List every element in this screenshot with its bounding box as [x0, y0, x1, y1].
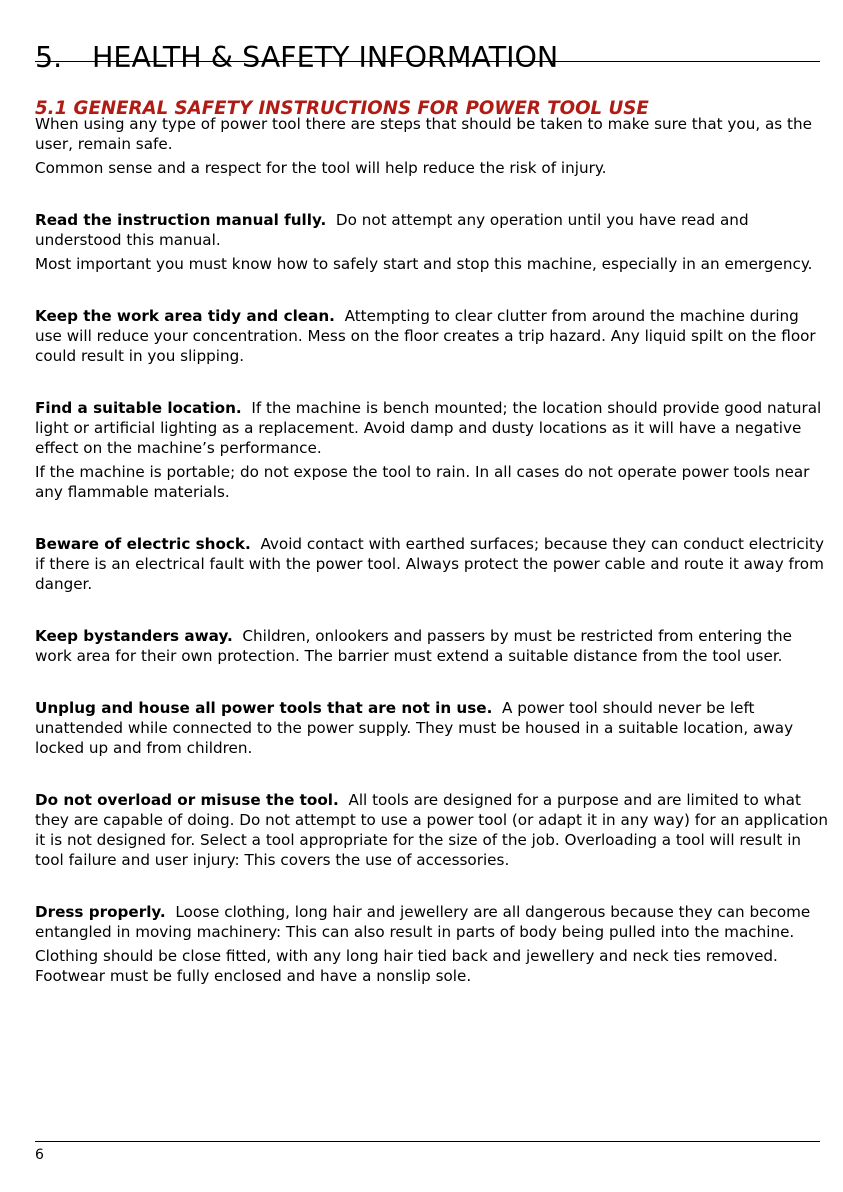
document-body: [35, 114, 830, 990]
item-lead: Find a suitable location.: [35, 399, 242, 417]
safety-item-electric-shock: [35, 534, 830, 594]
item-lead: Beware of electric shock.: [35, 535, 251, 553]
paragraph: [35, 698, 830, 758]
item-text: If the machine is bench mounted; the location should provide good natural light or artificial lighting as a replacement. Avoid damp and dusty locations as it will have a negative effect on the machine’s performance.: [35, 399, 822, 457]
item-text: Children, onlookers and passers by must be restricted from entering the work area for their own protection. The barrier must extend a suitable distance from the tool user.: [35, 627, 793, 665]
item-text: Do not attempt any operation until you have read and understood this manual.: [35, 211, 749, 249]
item-lead: Keep the work area tidy and clean.: [35, 307, 335, 325]
paragraph: [35, 626, 830, 666]
intro-block: [35, 114, 830, 178]
safety-item-read-manual: [35, 210, 830, 274]
safety-item-overload: [35, 790, 830, 870]
item-text: A power tool should never be left unattended while connected to the power supply. They must be housed in a suitable location, away locked up and from children.: [35, 699, 794, 757]
title-divider: [35, 61, 820, 62]
footer-divider: [35, 1141, 820, 1142]
paragraph: [35, 398, 830, 458]
paragraph: [35, 306, 830, 366]
page-title: [35, 41, 558, 75]
item-text: Attempting to clear clutter from around the machine during use will reduce your concentration. Mess on the floor creates a trip hazard. Any liquid spilt on the floor could result in you slipping.: [35, 307, 816, 365]
section-number: 5.: [35, 41, 63, 75]
item-text: All tools are designed for a purpose and are limited to what they are capable of doing. Do not attempt to use a power tool (or adapt it in any way) for an application it is not designed for. Select a tool appropriate for the size of the job. Overloading a tool will result in tool failure and user injury: This covers the use of accessories.: [35, 791, 828, 869]
safety-item-location: [35, 398, 830, 502]
item-lead: Unplug and house all power tools that are not in use.: [35, 699, 493, 717]
section-subheading: 5.1 GENERAL SAFETY INSTRUCTIONS FOR POWER TOOL USE: [35, 98, 649, 120]
paragraph-extra: Most important you must know how to safely start and stop this machine, especially in an emergency.: [35, 255, 813, 273]
paragraph: [35, 790, 830, 870]
intro-paragraph: When using any type of power tool there are steps that should be taken to make sure that you, as the user, remain safe.: [35, 115, 812, 153]
safety-item-dress: [35, 902, 830, 986]
intro-paragraph: Common sense and a respect for the tool will help reduce the risk of injury.: [35, 159, 607, 177]
safety-item-bystanders: [35, 626, 830, 666]
page-title-text: HEALTH & SAFETY INFORMATION: [92, 41, 559, 75]
item-lead: Dress properly.: [35, 903, 166, 921]
item-lead: Read the instruction manual fully.: [35, 211, 327, 229]
paragraph: [35, 902, 830, 942]
safety-item-work-area: [35, 306, 830, 366]
item-lead: Do not overload or misuse the tool.: [35, 791, 339, 809]
item-text: Avoid contact with earthed surfaces; because they can conduct electricity if there is an electrical fault with the power tool. Always protect the power cable and route it away from danger.: [35, 535, 824, 593]
item-lead: Keep bystanders away.: [35, 627, 233, 645]
paragraph-extra: Clothing should be close fitted, with any long hair tied back and jewellery and neck ties removed. Footwear must be fully enclosed and have a nonslip sole.: [35, 947, 778, 985]
page-number: 6: [35, 1147, 44, 1163]
paragraph-extra: If the machine is portable; do not expose the tool to rain. In all cases do not operate power tools near any flammable materials.: [35, 463, 810, 501]
paragraph: [35, 534, 830, 594]
safety-item-unplug: [35, 698, 830, 758]
paragraph: [35, 210, 830, 250]
item-text: Loose clothing, long hair and jewellery are all dangerous because they can become entangled in moving machinery: This can also result in parts of body being pulled into the machine.: [35, 903, 811, 941]
